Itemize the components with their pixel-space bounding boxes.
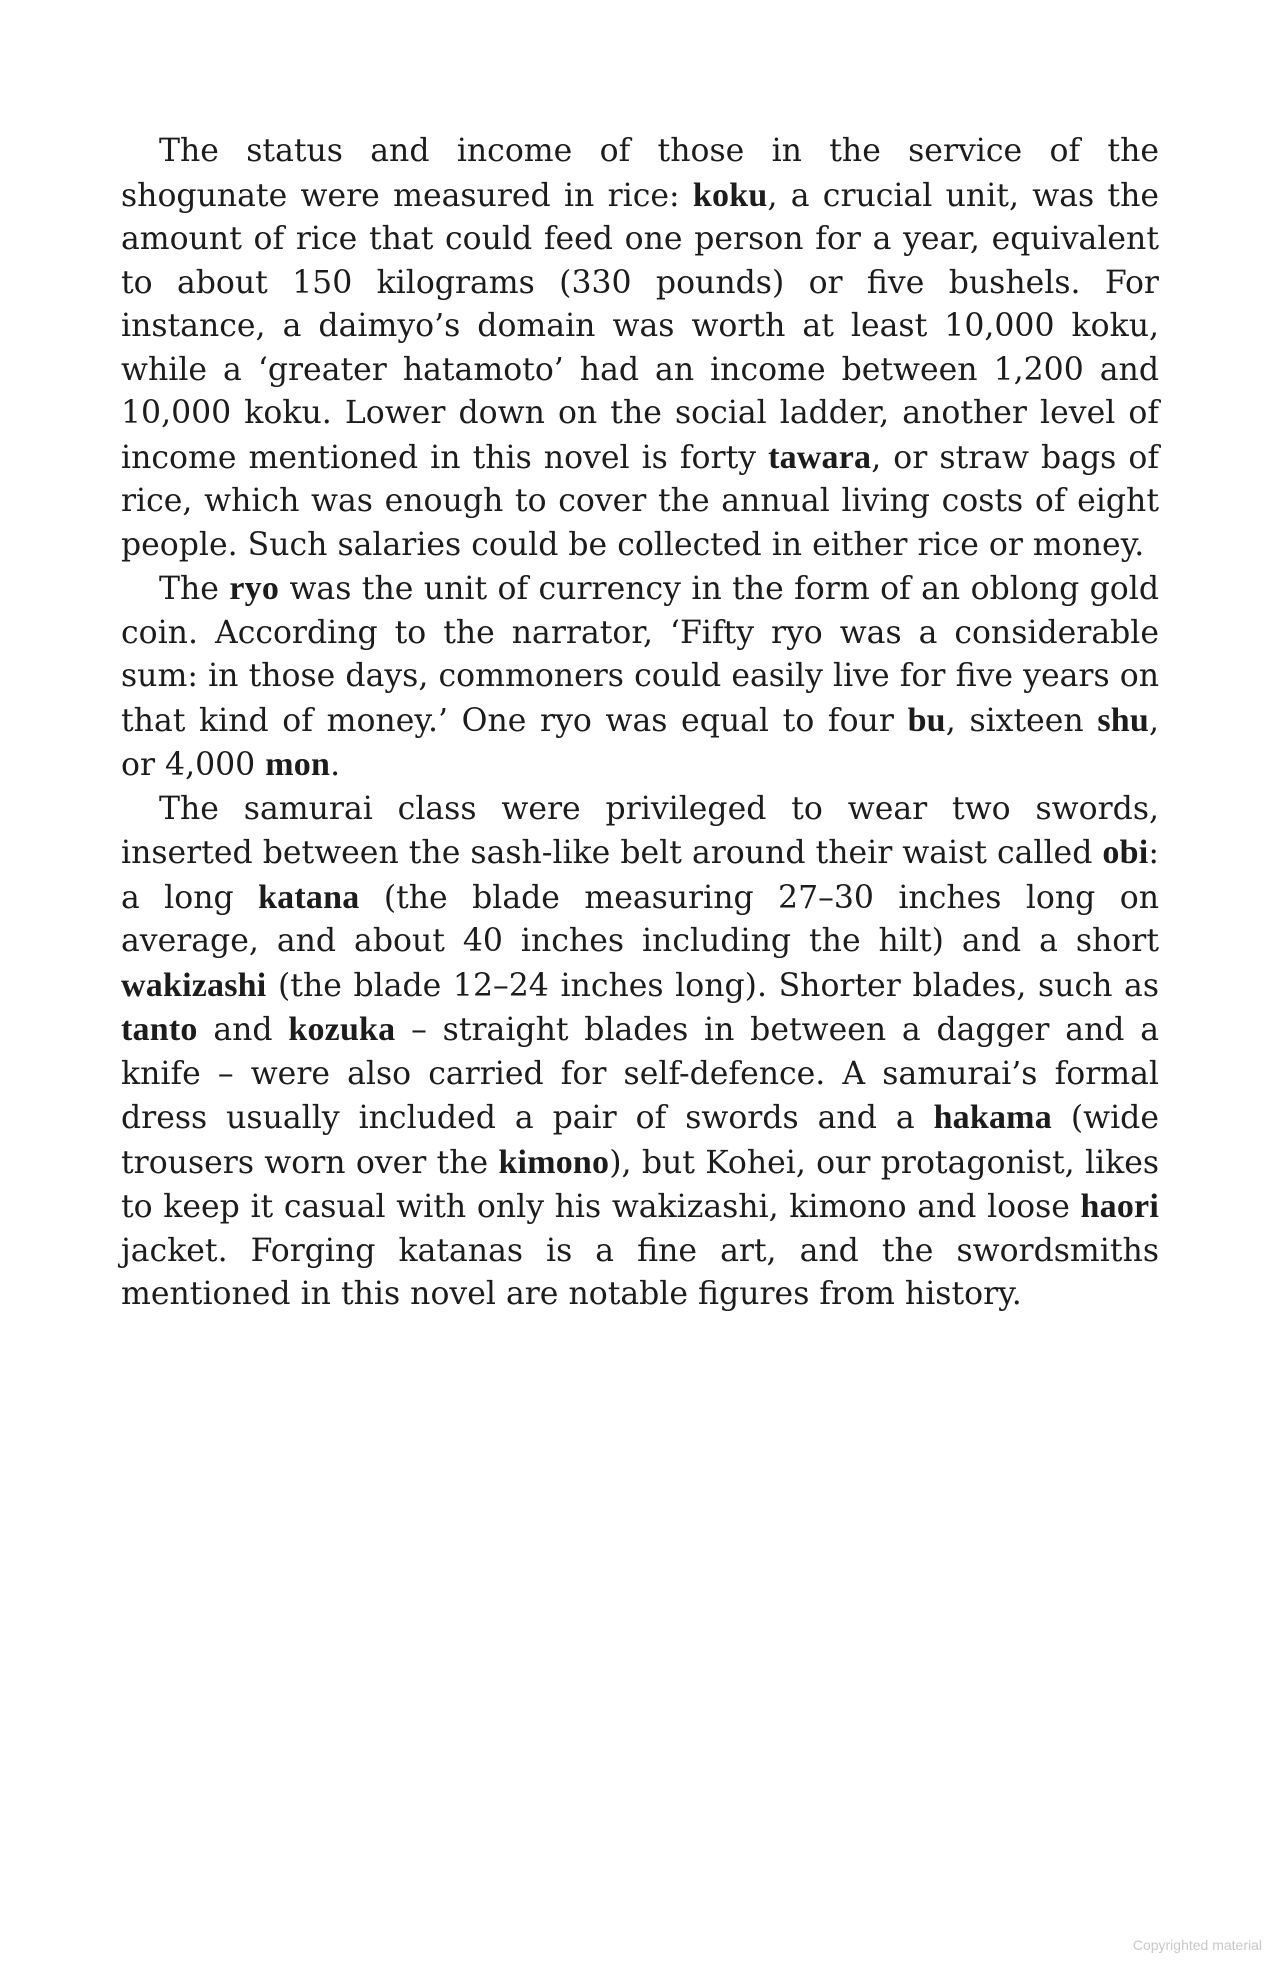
text-run: , a crucial unit, was the amount of rice that could feed one person for a year, equivalent to about 150 kilograms (330 pounds) or five bushels. For instance, a daimyo’s domain was worth at least 10,000 koku, while a ‘greater hatamoto’ had an income between 1,200 and 10,000 koku. Lower down on the social ladder, another level of income mentioned in this novel is forty	[121, 177, 1159, 476]
glossary-term: koku	[692, 176, 768, 214]
text-run: jacket. Forging katanas is a fine art, and the swordsmiths mentioned in this novel are notable figures from history.	[121, 1232, 1159, 1312]
glossary-term: tanto	[121, 1011, 198, 1048]
copyright-watermark: Copyrighted material	[1132, 1937, 1262, 1953]
glossary-term: haori	[1080, 1188, 1159, 1225]
glossary-term: hakama	[933, 1099, 1052, 1136]
text-run: – straight blades in between a dagger and a knife – were also carried for self-defence. A samurai’s formal dress usually included a pair of swords and a	[121, 1012, 1160, 1136]
glossary-term: kimono	[498, 1143, 610, 1181]
paragraph-currency-ryo	[121, 567, 1159, 788]
text-run: : a long	[121, 835, 1159, 916]
page-body	[121, 130, 1159, 1317]
paragraph-swords	[121, 788, 1159, 1317]
text-run: (wide trousers worn over the	[121, 1100, 1159, 1181]
text-run: , or straw bags of rice, which was enough to cover the annual living costs of eight people. Such salaries could be collected in either rice or money.	[121, 439, 1159, 563]
text-run: , or 4,000	[121, 702, 1160, 783]
text-run: , sixteen	[945, 702, 1098, 739]
glossary-term: bu	[907, 701, 946, 739]
glossary-term: kozuka	[288, 1011, 396, 1048]
text-run: ), but Kohei, our protagonist, likes to keep it casual with only his wakizashi, kimono and loose	[121, 1144, 1160, 1225]
text-run: was the unit of currency in the form of an oblong gold coin. According to the narrator, ‘Fifty ryo was a considerable sum: in those days, commoners could easily live for five years on that kind of money.’ One ryo was equal to four	[121, 571, 1160, 739]
text-run: The status and income of those in the service of the shogunate were measured in rice:	[121, 133, 1159, 214]
text-run: The	[159, 571, 230, 607]
glossary-term: mon	[265, 746, 331, 783]
glossary-term: tawara	[768, 438, 872, 476]
glossary-term: ryo	[229, 570, 280, 607]
text-run: (the blade measuring 27–30 inches long on average, and about 40 inches including the hilt) and a short	[121, 879, 1159, 959]
text-run: (the blade 12–24 inches long). Shorter blades, such as	[266, 967, 1159, 1004]
text-run: The samurai class were privileged to wear two swords, inserted between the sash-like belt around their waist called	[121, 790, 1159, 871]
paragraph-currency-rice	[121, 130, 1159, 567]
glossary-term: wakizashi	[121, 966, 267, 1004]
glossary-term: shu	[1097, 701, 1149, 739]
glossary-term: katana	[258, 878, 360, 916]
glossary-term: obi	[1102, 834, 1149, 871]
text-run: and	[197, 1012, 289, 1048]
text-run: .	[330, 747, 341, 783]
